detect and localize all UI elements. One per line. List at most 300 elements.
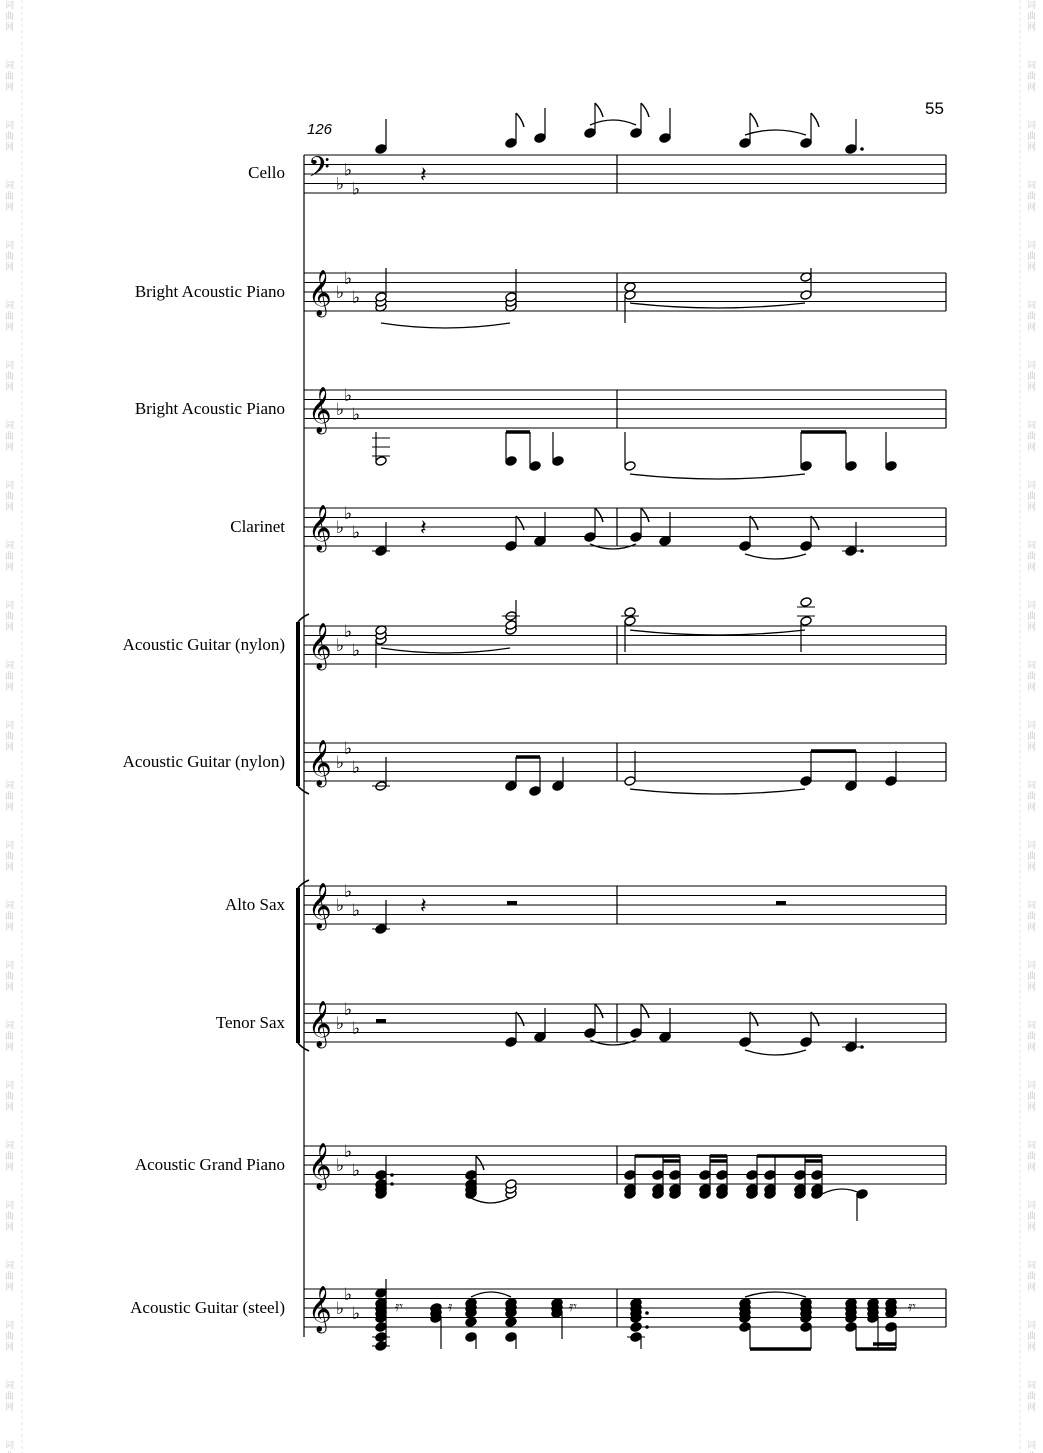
notehead <box>800 776 812 787</box>
notehead <box>885 776 897 787</box>
clarinet-notes <box>372 508 864 559</box>
watermark-char: 网 <box>1027 1343 1037 1353</box>
watermark-char: 词 <box>1027 781 1037 791</box>
flat-icon: ♭ <box>344 621 353 642</box>
notehead <box>739 1037 751 1048</box>
note-flag <box>811 113 819 127</box>
watermark-char: 曲 <box>1027 1212 1037 1222</box>
watermark-char: 网 <box>5 23 15 33</box>
watermark-char: 词 <box>5 421 15 431</box>
notehead <box>552 781 564 792</box>
watermark-char: 词 <box>1027 61 1037 71</box>
watermark-char: 曲 <box>1027 492 1037 502</box>
watermark-char: 曲 <box>5 252 15 262</box>
flat-icon: ♭ <box>336 896 345 916</box>
watermark-char: 曲 <box>1027 432 1037 442</box>
watermark-char: 曲 <box>1027 852 1037 862</box>
watermark-char: 网 <box>5 83 15 93</box>
sixteenth-rest-icon: 𝄿𝄾 <box>395 1299 404 1315</box>
grandpiano-notes <box>375 1156 868 1221</box>
quarter-rest-icon: 𝄽 <box>420 516 427 541</box>
watermark-char: 词 <box>5 121 15 131</box>
watermark-char: 网 <box>1027 563 1037 573</box>
augmentation-dot <box>390 1182 394 1186</box>
note-flag <box>516 113 524 127</box>
note-flag <box>811 1012 819 1026</box>
half-rest-icon <box>376 1019 386 1023</box>
notehead <box>845 144 857 155</box>
notehead <box>534 133 546 144</box>
watermark-char: 词 <box>1027 1 1037 11</box>
note-flag <box>811 516 819 530</box>
flat-icon: ♭ <box>344 881 353 902</box>
watermark-char: 曲 <box>5 1212 15 1222</box>
notehead <box>659 536 671 547</box>
tie <box>630 789 805 794</box>
watermark-char: 曲 <box>5 312 15 322</box>
staves <box>304 151 946 1334</box>
tie <box>822 1189 862 1194</box>
watermark-char: 曲 <box>1027 12 1037 22</box>
staff-tenorsax <box>304 1000 946 1049</box>
watermark-char: 曲 <box>1027 312 1037 322</box>
quarter-rest-icon: 𝄽 <box>420 894 427 919</box>
notehead <box>764 1170 776 1181</box>
watermark-char: 词 <box>1027 1021 1037 1031</box>
watermark-char: 曲 <box>5 1152 15 1162</box>
notehead <box>505 541 517 552</box>
notehead <box>534 536 546 547</box>
watermark-char: 曲 <box>5 912 15 922</box>
watermark-char: 网 <box>5 803 15 813</box>
treble-clef-icon: 𝄞 <box>308 270 332 316</box>
piano1-notes <box>375 268 812 328</box>
notehead <box>800 138 812 149</box>
staff-altosax <box>304 882 946 931</box>
notehead <box>800 1037 812 1048</box>
tie <box>745 130 806 135</box>
notehead <box>746 1170 758 1181</box>
watermark-char: 网 <box>5 263 15 273</box>
watermark-char: 曲 <box>5 132 15 142</box>
tie <box>745 554 806 559</box>
flat-icon: ♭ <box>344 160 353 181</box>
tenorsax-notes <box>376 1004 864 1055</box>
notehead <box>669 1170 681 1181</box>
watermark-char: 词 <box>5 1 15 11</box>
notehead <box>800 616 812 627</box>
tie <box>630 303 805 308</box>
page-number: 55 <box>925 99 944 118</box>
watermark-char: 曲 <box>5 192 15 202</box>
watermark-char: 词 <box>5 901 15 911</box>
note-flag <box>750 516 758 530</box>
staff-clarinet <box>304 504 946 553</box>
guitar1-notes <box>375 597 815 668</box>
watermark-char: 词 <box>1027 961 1037 971</box>
flat-icon: ♭ <box>344 503 353 524</box>
watermark-char: 曲 <box>1027 552 1037 562</box>
watermark-left <box>5 0 14 1453</box>
watermark-char: 曲 <box>1027 72 1037 82</box>
watermark-char: 词 <box>5 1141 15 1151</box>
notehead <box>739 1322 751 1333</box>
watermark-char: 词 <box>1027 1261 1037 1271</box>
watermark-char: 词 <box>1027 301 1037 311</box>
watermark-char: 词 <box>1027 661 1037 671</box>
tie <box>630 474 805 479</box>
notehead <box>739 541 751 552</box>
watermark-char: 网 <box>5 683 15 693</box>
flat-icon: ♭ <box>352 1303 361 1324</box>
sixteenth-rest-icon: 𝄿 <box>448 1299 453 1315</box>
notehead <box>624 616 636 627</box>
flat-icon: ♭ <box>336 174 345 195</box>
flat-icon: ♭ <box>336 518 345 538</box>
note-flag <box>595 103 603 117</box>
notehead <box>584 532 596 543</box>
notehead <box>552 456 564 467</box>
watermark-char: 网 <box>5 143 15 153</box>
notehead <box>465 1332 477 1343</box>
watermark-char: 曲 <box>1027 192 1037 202</box>
watermark-char: 曲 <box>5 1392 15 1402</box>
notehead <box>885 461 897 472</box>
notehead <box>465 1170 477 1181</box>
note-flag <box>641 103 649 117</box>
notehead <box>505 1037 517 1048</box>
notehead <box>845 461 857 472</box>
note-flag <box>641 1004 649 1018</box>
half-rest-icon <box>776 901 786 905</box>
measure-number: 126 <box>307 121 333 138</box>
flat-icon: ♭ <box>336 753 345 773</box>
cello-notes <box>375 103 864 188</box>
note-flag <box>750 113 758 127</box>
watermark-char: 曲 <box>1027 672 1037 682</box>
watermark-char: 网 <box>1027 623 1037 633</box>
watermark-char: 曲 <box>5 1272 15 1282</box>
watermark-char: 网 <box>1027 1103 1037 1113</box>
watermark-char: 曲 <box>1027 372 1037 382</box>
flat-icon: ♭ <box>336 1014 345 1034</box>
watermark-char: 网 <box>5 383 15 393</box>
staff-label-altosax: Alto Sax <box>225 895 285 914</box>
watermark-char: 网 <box>5 1043 15 1053</box>
watermark-char: 曲 <box>5 1032 15 1042</box>
sixteenth-rest-icon: 𝄿𝄾 <box>908 1299 917 1315</box>
notehead <box>505 1332 517 1343</box>
watermark-char: 曲 <box>1027 792 1037 802</box>
notehead <box>375 1322 387 1333</box>
notehead <box>856 1189 868 1200</box>
watermark-char: 曲 <box>1027 1272 1037 1282</box>
watermark-char: 曲 <box>1027 1092 1037 1102</box>
watermark-char: 曲 <box>5 492 15 502</box>
notehead <box>584 1028 596 1039</box>
watermark-char: 网 <box>5 323 15 333</box>
watermark-char: 曲 <box>1027 1332 1037 1342</box>
watermark-char: 网 <box>1027 1403 1037 1413</box>
flat-icon: ♭ <box>336 1299 345 1319</box>
flat-icon: ♭ <box>344 1284 353 1305</box>
notes-layer <box>372 103 916 1351</box>
watermark-char: 网 <box>5 1403 15 1413</box>
watermark-char: 网 <box>5 1223 15 1233</box>
watermark-char: 词 <box>5 601 15 611</box>
note-flag <box>595 508 603 522</box>
treble-clef-icon: 𝄞 <box>308 1001 332 1047</box>
watermark-char: 网 <box>1027 143 1037 153</box>
augmentation-dot <box>645 1311 649 1315</box>
notehead <box>465 1317 477 1328</box>
watermark-char: 词 <box>1027 601 1037 611</box>
flat-icon: ♭ <box>352 404 361 425</box>
sixteenth-rest-icon: 𝄿𝄾 <box>569 1299 578 1315</box>
watermark-char: 词 <box>1027 241 1037 251</box>
note-flag <box>516 516 524 530</box>
staff-label-piano1: Bright Acoustic Piano <box>134 282 285 301</box>
watermark-char: 词 <box>5 1261 15 1271</box>
notehead <box>739 138 751 149</box>
watermark-char: 网 <box>1027 383 1037 393</box>
watermark-char: 词 <box>1027 541 1037 551</box>
note-flag <box>595 1004 603 1018</box>
notehead <box>800 290 812 301</box>
tie <box>745 1050 806 1055</box>
notehead <box>794 1170 806 1181</box>
watermark-char: 网 <box>5 743 15 753</box>
watermark-char: 词 <box>5 661 15 671</box>
augmentation-dot <box>645 1325 649 1329</box>
notehead <box>505 781 517 792</box>
flat-icon: ♭ <box>336 400 345 420</box>
watermark-char: 网 <box>5 563 15 573</box>
watermark-char: 曲 <box>1027 612 1037 622</box>
watermark-char: 曲 <box>1027 1152 1037 1162</box>
watermark-char: 网 <box>5 863 15 873</box>
augmentation-dot <box>390 1173 394 1177</box>
tie <box>471 1292 511 1297</box>
watermark-char: 词 <box>1027 1321 1037 1331</box>
watermark-char: 网 <box>1027 23 1037 33</box>
half-rest-icon <box>507 901 517 905</box>
watermark-char: 词 <box>5 181 15 191</box>
watermark-char: 曲 <box>5 12 15 22</box>
watermark-char: 词 <box>5 61 15 71</box>
notehead <box>845 781 857 792</box>
bass-clef-icon: 𝄢 <box>308 151 330 191</box>
watermark-char: 词 <box>1027 421 1037 431</box>
tie <box>745 1292 806 1297</box>
notehead <box>505 456 517 467</box>
watermark-char: 网 <box>5 443 15 453</box>
note-flag <box>516 1012 524 1026</box>
watermark-char: 词 <box>1027 901 1037 911</box>
watermark-char: 曲 <box>5 972 15 982</box>
tie <box>471 1198 510 1203</box>
watermark-char: 网 <box>1027 1223 1037 1233</box>
watermark-char: 网 <box>1027 863 1037 873</box>
watermark-char: 网 <box>1027 1163 1037 1173</box>
watermark-char: 词 <box>5 301 15 311</box>
notehead <box>375 144 387 155</box>
watermark-char: 词 <box>1027 121 1037 131</box>
notehead <box>529 461 541 472</box>
watermark-char: 词 <box>5 781 15 791</box>
flat-icon: ♭ <box>352 522 361 543</box>
flat-icon: ♭ <box>344 999 353 1020</box>
guitar2-notes <box>372 751 897 796</box>
watermark-char: 网 <box>5 1283 15 1293</box>
watermark-char: 词 <box>5 1081 15 1091</box>
watermark-char: 词 <box>1027 1081 1037 1091</box>
tie <box>381 323 510 328</box>
watermark-char: 词 <box>1027 361 1037 371</box>
flat-icon: ♭ <box>336 283 345 303</box>
watermark-char: 网 <box>5 623 15 633</box>
quarter-rest-icon: 𝄽 <box>420 163 427 188</box>
watermark-char: 曲 <box>5 372 15 382</box>
augmentation-dot <box>860 549 864 553</box>
flat-icon: ♭ <box>352 900 361 921</box>
watermark-char: 曲 <box>5 1332 15 1342</box>
notehead <box>659 1032 671 1043</box>
notehead <box>375 1170 387 1181</box>
watermark-char: 词 <box>5 241 15 251</box>
watermark-char: 词 <box>5 361 15 371</box>
notehead <box>630 128 642 139</box>
note-flag <box>750 1012 758 1026</box>
augmentation-dot <box>860 147 864 151</box>
notehead <box>811 1170 823 1181</box>
watermark-char: 词 <box>1027 841 1037 851</box>
watermark-char: 网 <box>1027 923 1037 933</box>
flat-icon: ♭ <box>352 1160 361 1181</box>
staff-piano2 <box>304 386 946 435</box>
watermark-char: 网 <box>5 983 15 993</box>
watermark-char: 网 <box>5 1103 15 1113</box>
watermark-char: 曲 <box>5 432 15 442</box>
staff-label-cello: Cello <box>248 163 285 182</box>
watermark-char: 网 <box>1027 323 1037 333</box>
treble-clef-icon: 𝄞 <box>308 505 332 551</box>
watermark-char: 词 <box>5 1321 15 1331</box>
watermark-char: 曲 <box>5 72 15 82</box>
watermark-char: 曲 <box>1027 252 1037 262</box>
notehead <box>652 1170 664 1181</box>
staff-grandpiano <box>304 1142 946 1191</box>
notehead <box>659 133 671 144</box>
flat-icon: ♭ <box>352 640 361 661</box>
notehead <box>630 1322 642 1333</box>
watermark-char: 词 <box>5 961 15 971</box>
watermark-char: 词 <box>5 1021 15 1031</box>
watermark-char: 曲 <box>1027 972 1037 982</box>
flat-icon: ♭ <box>352 757 361 778</box>
watermark-char: 词 <box>5 1441 15 1451</box>
watermark-char: 网 <box>5 503 15 513</box>
notehead <box>505 1317 517 1328</box>
tie <box>630 630 805 635</box>
watermark-char: 网 <box>1027 803 1037 813</box>
tie <box>381 648 510 653</box>
watermark-char: 网 <box>5 1163 15 1173</box>
watermark-char: 词 <box>1027 1201 1037 1211</box>
watermark-char: 曲 <box>1027 732 1037 742</box>
notehead <box>624 290 636 301</box>
notehead <box>845 1322 857 1333</box>
notehead <box>885 1322 897 1333</box>
notehead <box>624 776 636 787</box>
watermark-char: 词 <box>1027 1381 1037 1391</box>
treble-clef-icon: 𝄞 <box>308 1143 332 1189</box>
staff-label-guitar1: Acoustic Guitar (nylon) <box>122 635 285 654</box>
watermark-char: 网 <box>1027 1283 1037 1293</box>
watermark-char: 词 <box>5 1381 15 1391</box>
flat-icon: ♭ <box>352 179 361 200</box>
watermark-char: 词 <box>1027 721 1037 731</box>
staff-label-piano2: Bright Acoustic Piano <box>134 399 285 418</box>
watermark-char: 词 <box>5 721 15 731</box>
watermark-char: 曲 <box>5 792 15 802</box>
watermark-char: 网 <box>1027 83 1037 93</box>
treble-clef-icon: 𝄞 <box>308 387 332 433</box>
watermark-right <box>1027 0 1036 1453</box>
staff-label-grandpiano: Acoustic Grand Piano <box>134 1155 285 1174</box>
watermark-char: 网 <box>5 1343 15 1353</box>
notehead <box>800 1322 812 1333</box>
notehead <box>800 541 812 552</box>
watermark-char: 词 <box>5 481 15 491</box>
note-flag <box>641 508 649 522</box>
watermark-char: 词 <box>1027 181 1037 191</box>
flat-icon: ♭ <box>336 636 345 656</box>
notehead <box>534 1032 546 1043</box>
notehead <box>800 461 812 472</box>
watermark-char: 网 <box>1027 203 1037 213</box>
notehead <box>624 1170 636 1181</box>
notehead <box>716 1170 728 1181</box>
watermark-char: 词 <box>5 841 15 851</box>
staff-label-tenorsax: Tenor Sax <box>215 1013 285 1032</box>
watermark-char: 网 <box>5 923 15 933</box>
staff-label-steelguitar: Acoustic Guitar (steel) <box>130 1298 285 1317</box>
watermark-char: 词 <box>1027 1141 1037 1151</box>
watermark-char: 网 <box>1027 263 1037 273</box>
notehead <box>375 456 387 467</box>
notehead <box>624 461 636 472</box>
notehead <box>630 532 642 543</box>
steelguitar-notes <box>372 1279 916 1351</box>
watermark-char: 曲 <box>5 612 15 622</box>
watermark-char: 网 <box>5 203 15 213</box>
notehead <box>699 1170 711 1181</box>
flat-icon: ♭ <box>352 287 361 308</box>
flat-icon: ♭ <box>344 1141 353 1162</box>
watermark-char: 网 <box>1027 683 1037 693</box>
watermark-char: 曲 <box>5 552 15 562</box>
notehead <box>630 1028 642 1039</box>
treble-clef-icon: 𝄞 <box>308 1286 332 1332</box>
watermark-char: 网 <box>1027 743 1037 753</box>
watermark-char: 曲 <box>1027 132 1037 142</box>
watermark-char: 词 <box>5 541 15 551</box>
watermark-char: 曲 <box>1027 1032 1037 1042</box>
notehead <box>505 138 517 149</box>
watermark-char: 词 <box>1027 1441 1037 1451</box>
watermark-char: 曲 <box>5 672 15 682</box>
